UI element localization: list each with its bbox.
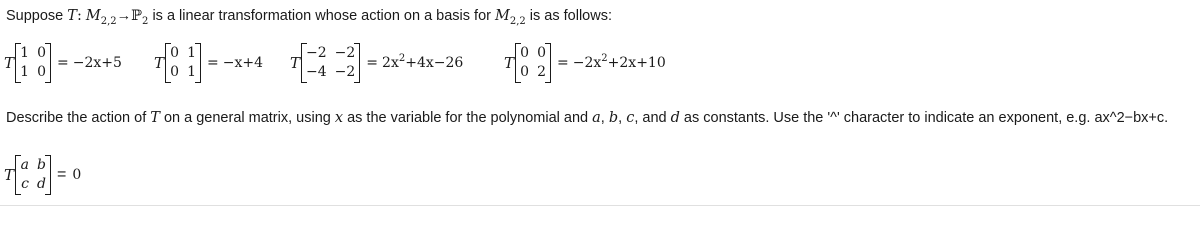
matrix-cell: 0 bbox=[520, 64, 530, 80]
equals-sign: = bbox=[57, 55, 69, 71]
transform-T: T bbox=[154, 54, 165, 72]
intro-M: M bbox=[85, 8, 101, 24]
matrix-cell: c bbox=[21, 176, 30, 192]
matrix-row bbox=[170, 44, 196, 63]
polynomial-result bbox=[573, 55, 666, 71]
desc-text: , and bbox=[634, 110, 671, 126]
equals-sign: = bbox=[57, 166, 67, 183]
equals-sign: = bbox=[366, 55, 379, 71]
intro-M-subscript: 2,2 bbox=[100, 16, 117, 27]
matrix-cell: 0 bbox=[170, 45, 180, 61]
intro-T: T bbox=[67, 8, 77, 24]
desc-text: as constants. Use the '^' character to indicate an exponent, e.g. ax^2−bx+c. bbox=[679, 110, 1169, 126]
transform-T: T bbox=[4, 54, 15, 72]
equals-sign: = bbox=[207, 55, 219, 71]
desc-comma: , bbox=[618, 110, 627, 126]
transform-T: T bbox=[4, 166, 15, 184]
intro-text-3: is as follows: bbox=[525, 8, 612, 24]
basis-equations bbox=[4, 38, 1194, 88]
matrix-cell: 0 bbox=[37, 45, 47, 61]
equation-3 bbox=[290, 38, 463, 88]
equals-sign: = bbox=[557, 55, 569, 71]
intro-text-1: Suppose bbox=[6, 8, 68, 24]
matrix-cell: b bbox=[37, 157, 47, 173]
equation-1 bbox=[4, 38, 122, 88]
equation-2 bbox=[154, 38, 263, 88]
desc-b: b bbox=[608, 110, 619, 126]
poly-term: −2x bbox=[572, 55, 602, 71]
polynomial-result: −2x+5 bbox=[72, 55, 122, 71]
matrix-row bbox=[520, 44, 546, 63]
polynomial-result bbox=[382, 55, 463, 71]
matrix-cell: 1 bbox=[187, 45, 197, 61]
desc-a: a bbox=[592, 110, 601, 126]
matrix-cell: d bbox=[37, 176, 47, 192]
desc-d: d bbox=[670, 110, 680, 126]
problem-instructions bbox=[6, 110, 1168, 126]
matrix-cell: 0 bbox=[520, 45, 530, 61]
matrix-cell: −2 bbox=[334, 64, 356, 80]
matrix-cell: −2 bbox=[334, 45, 356, 61]
desc-T: T bbox=[150, 110, 160, 126]
matrix-cell: 1 bbox=[20, 45, 30, 61]
transform-T: T bbox=[504, 54, 515, 72]
desc-x: x bbox=[334, 110, 344, 126]
matrix-3 bbox=[301, 41, 360, 85]
matrix-4 bbox=[515, 41, 551, 85]
desc-text: as the variable for the polynomial and bbox=[343, 110, 593, 126]
intro-P: ℙ bbox=[131, 8, 143, 24]
matrix-row bbox=[20, 44, 46, 63]
matrix-cell: 2 bbox=[537, 64, 547, 80]
intro-P-subscript: 2 bbox=[142, 16, 149, 27]
poly-term: +4x−26 bbox=[405, 55, 464, 71]
poly-exponent: 2 bbox=[601, 53, 608, 64]
matrix-row bbox=[520, 63, 546, 82]
transform-T: T bbox=[290, 54, 301, 72]
poly-exponent: 2 bbox=[398, 53, 406, 64]
desc-text: Describe the action of bbox=[6, 110, 151, 126]
desc-text: on a general matrix, using bbox=[159, 110, 335, 126]
matrix-cell: 0 bbox=[37, 64, 47, 80]
intro-arrow: → bbox=[116, 8, 132, 24]
matrix-row bbox=[306, 44, 355, 63]
polynomial-result: −x+4 bbox=[222, 55, 264, 71]
matrix-cell: 0 bbox=[170, 64, 180, 80]
matrix-cell: −4 bbox=[306, 64, 327, 80]
poly-term: 2x bbox=[382, 55, 399, 71]
matrix-cell: a bbox=[20, 157, 30, 173]
intro-colon: : bbox=[76, 8, 82, 24]
answer-row bbox=[4, 150, 134, 200]
desc-c: c bbox=[626, 110, 635, 126]
matrix-cell: 0 bbox=[537, 45, 547, 61]
matrix-2 bbox=[165, 41, 201, 85]
matrix-cell: 1 bbox=[20, 64, 30, 80]
bottom-divider bbox=[0, 205, 1200, 206]
general-matrix bbox=[15, 153, 51, 197]
intro-M2-subscript: 2,2 bbox=[509, 16, 526, 27]
matrix-row bbox=[306, 63, 355, 82]
matrix-row bbox=[20, 63, 46, 82]
equation-4 bbox=[504, 38, 666, 88]
problem-intro bbox=[6, 8, 612, 27]
matrix-cell: 1 bbox=[187, 64, 197, 80]
matrix-1 bbox=[15, 41, 51, 85]
matrix-row bbox=[170, 63, 196, 82]
matrix-row bbox=[20, 175, 46, 194]
answer-input[interactable] bbox=[70, 165, 134, 185]
desc-comma: , bbox=[600, 110, 609, 126]
intro-text-2: is a linear transformation whose action on a basis for bbox=[148, 8, 495, 24]
matrix-row bbox=[20, 156, 46, 175]
poly-term: +2x+10 bbox=[607, 55, 666, 71]
matrix-cell: −2 bbox=[306, 45, 327, 61]
intro-M2: M bbox=[495, 8, 510, 24]
